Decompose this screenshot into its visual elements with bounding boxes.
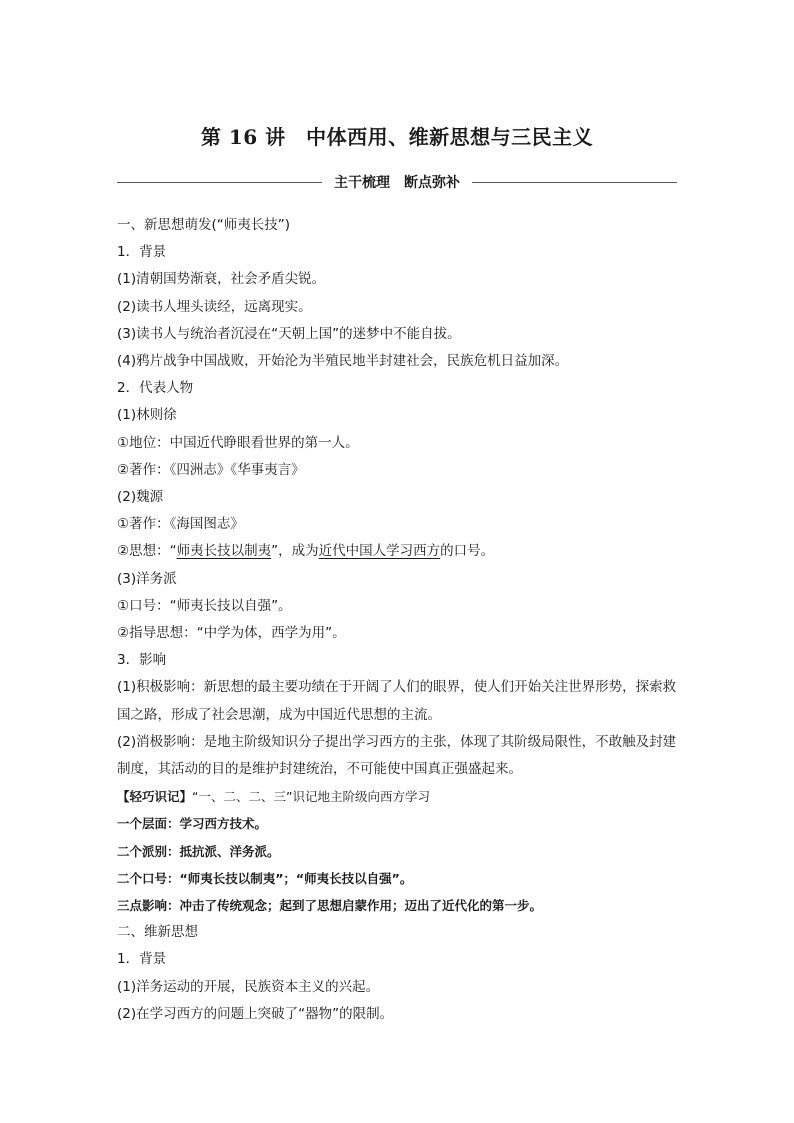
yangwu-item-1: ①口号：“师夷长技以自强”。 (117, 597, 292, 614)
wei-yuan-thought-prefix: ②思想：“ (117, 543, 177, 560)
mnemonic-line-1: 一个层面：学习西方技术。 (117, 816, 268, 832)
mnemonic-line-3: 二个口号：“师夷长技以制夷”；“师夷长技以自强”。 (117, 870, 413, 886)
mnemonic-heading (117, 783, 682, 810)
wei-yuan-thought-underlined: 师夷长技以制夷 (176, 543, 272, 560)
impact-positive: (1)积极影响：新思想的最主要功绩在于开阔了人们的眼界，使人们开始关注世界形势，探索救国之路，形成了社会思潮，成为中国近代思想的主流。 (117, 679, 677, 723)
mnemonic-tag: 【轻巧识记】 (117, 789, 193, 805)
wei-yuan-heading: (2)魏源 (117, 489, 164, 506)
background-item-1: (1)清朝国势渐衰，社会矛盾尖锐。 (117, 271, 326, 288)
representatives-heading: 2．代表人物 (117, 380, 194, 397)
yangwu-heading: (3)洋务派 (117, 570, 177, 587)
background-item-3: (3)读书人与统治者沉浸在“天朝上国”的迷梦中不能自拔。 (117, 325, 461, 342)
wei-yuan-item-1: ①著作：《海国图志》 (117, 516, 244, 533)
mnemonic-line-2: 二个派别：抵抗派、洋务派。 (117, 843, 280, 859)
section-2-heading: 二、维新思想 (117, 924, 198, 941)
wei-yuan-thought-middle: ”，成为 (271, 543, 319, 560)
section-2-background-item-2: (2)在学习西方的问题上突破了“器物”的限制。 (117, 1005, 394, 1022)
wei-yuan-thought-suffix: 的口号。 (440, 543, 495, 560)
banner-rule-right (472, 182, 677, 183)
background-item-4: (4)鸦片战争中国战败，开始沦为半殖民地半封建社会，民族危机日益加深。 (117, 353, 569, 370)
lin-zexu-item-2: ②著作：《四洲志》《华事夷言》 (117, 461, 305, 478)
lesson-title: 第 16 讲 中体西用、维新思想与三民主义 (200, 125, 594, 149)
lin-zexu-item-1: ①地位：中国近代睁眼看世界的第一人。 (117, 434, 359, 451)
background-item-2: (2)读书人埋头读经，远离现实。 (117, 298, 312, 315)
banner-text: 主干梳理 断点弥补 (334, 175, 460, 191)
mnemonic-line-4: 三点影响：冲击了传统观念；起到了思想启蒙作用；迈出了近代化的第一步。 (117, 898, 543, 914)
lin-zexu-heading: (1)林则徐 (117, 407, 177, 424)
impact-heading: 3．影响 (117, 652, 167, 669)
section-2-background-item-1: (1)洋务运动的开展，民族资本主义的兴起。 (117, 978, 380, 995)
wei-yuan-item-2 (117, 538, 682, 565)
wei-yuan-thought-underlined-2: 近代中国人学习西方 (318, 543, 441, 560)
content-body (117, 212, 682, 1028)
section-banner (117, 171, 677, 193)
mnemonic-title: “一、二、二、三”识记地主阶级向西方学习 (192, 789, 430, 805)
yangwu-item-2: ②指导思想：“中学为体，西学为用”。 (117, 625, 346, 642)
section-2-background-heading: 1．背景 (117, 951, 167, 968)
banner-rule-left (117, 182, 322, 183)
section-1-heading: 一、新思想萌发(“师夷长技”) (117, 217, 291, 233)
impact-negative: (2)消极影响：是地主阶级知识分子提出学习西方的主张，体现了其阶级局限性，不敢触及封建制度，其活动的目的是维护封建统治，不可能使中国真正强盛起来。 (117, 733, 677, 778)
background-heading: 1．背景 (117, 244, 167, 261)
